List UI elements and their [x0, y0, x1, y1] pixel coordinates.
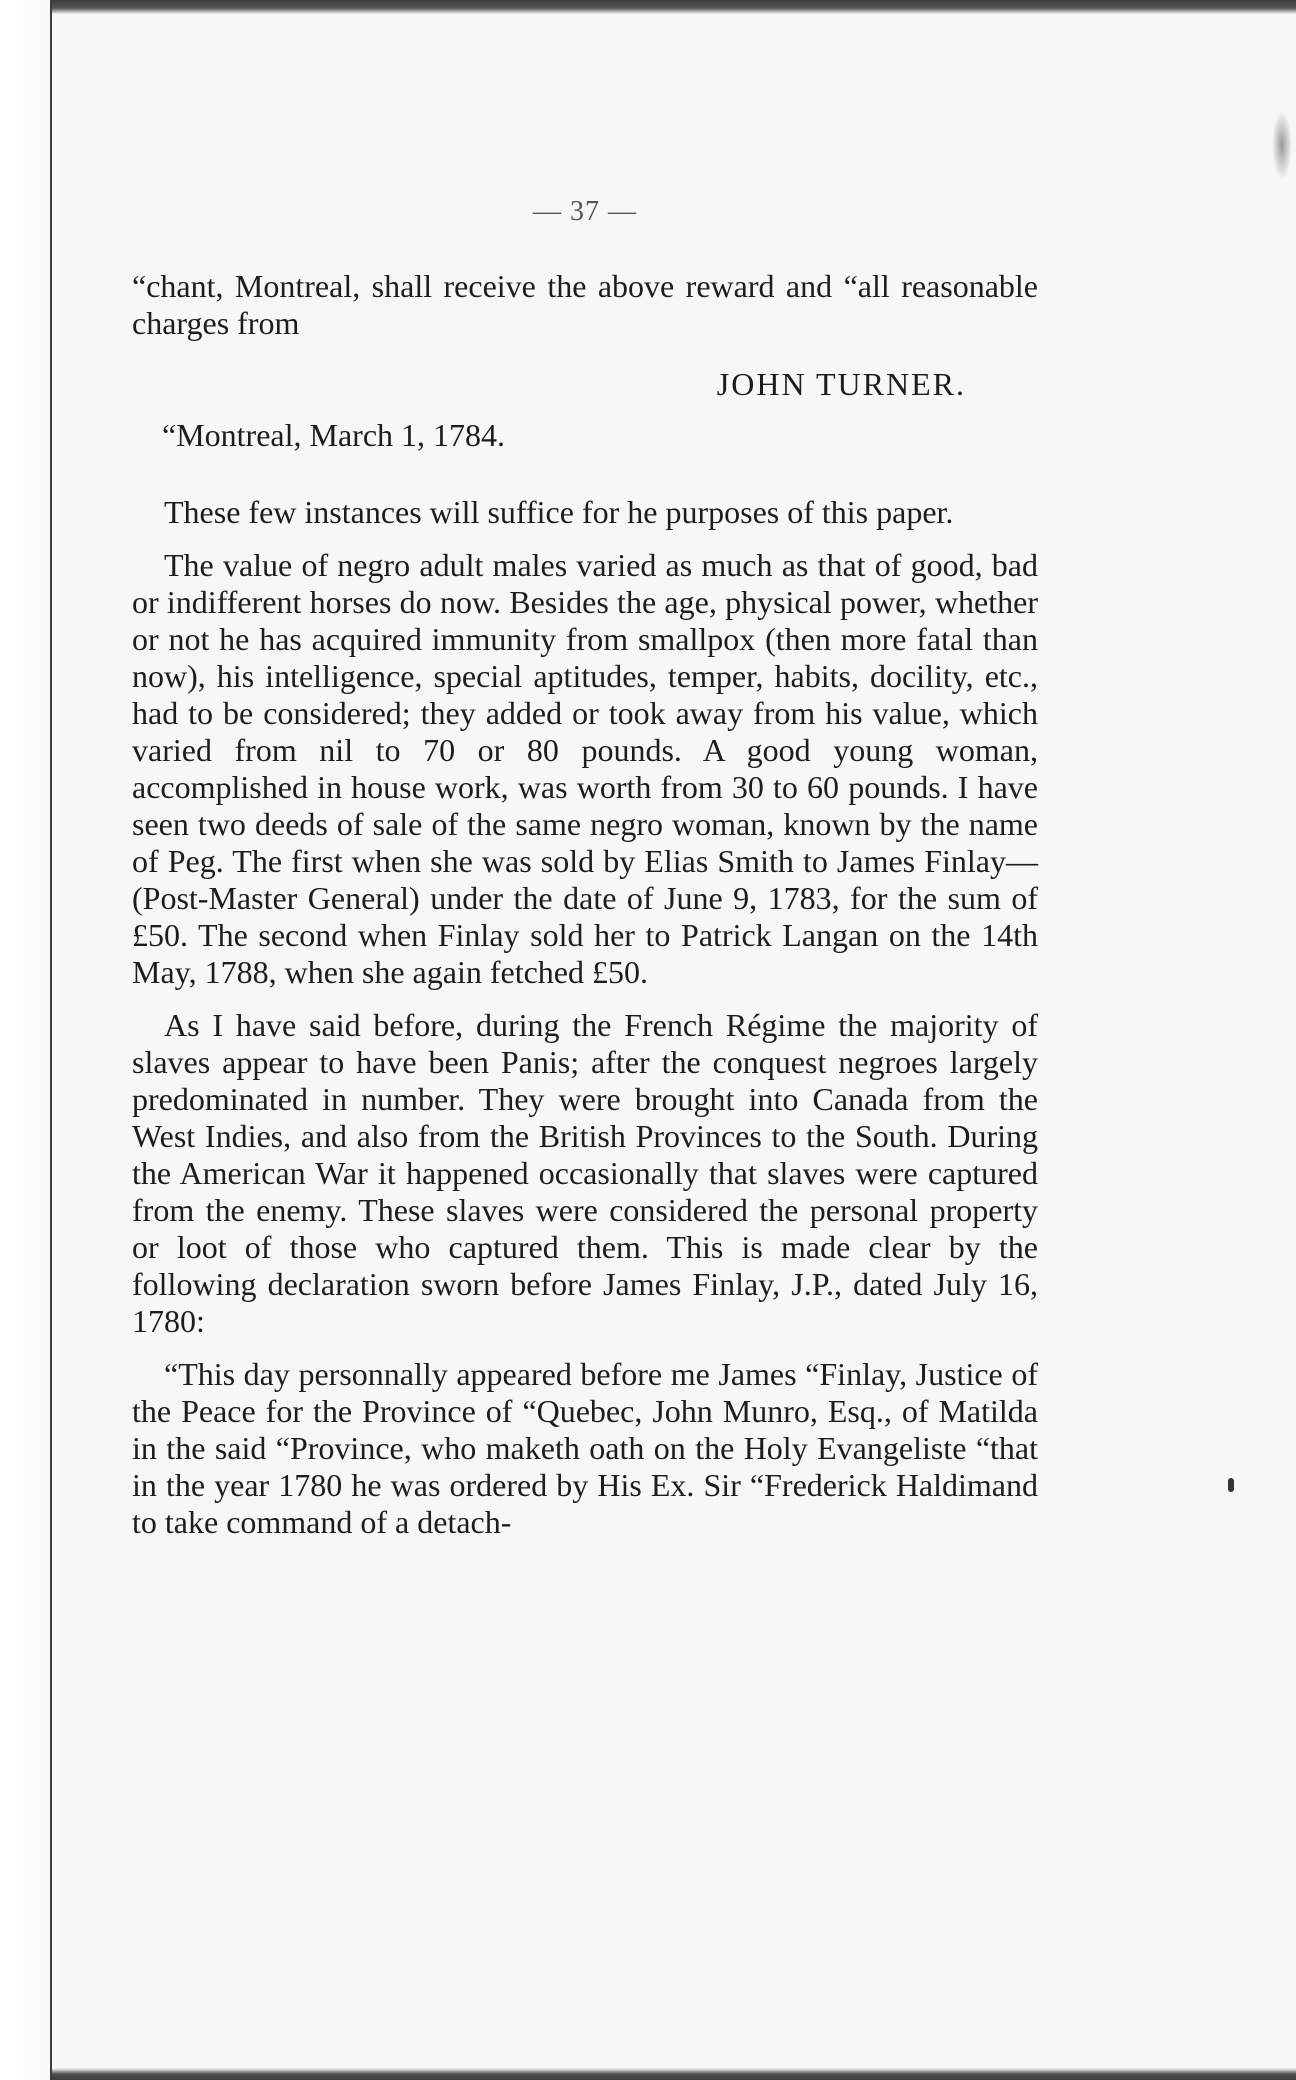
page-body: [132, 268, 1038, 1541]
page-bottom-edge: [52, 2068, 1296, 2080]
page-top-edge: [52, 0, 1296, 14]
quote-continuation: “chant, Montreal, shall receive the above reward and “all reasonable charges from: [132, 268, 1038, 341]
page-number: — 37 —: [533, 196, 637, 227]
paragraph-french-regime: As I have said before, during the French Régime the majority of slaves appear to have been Panis; after the conquest negroes largely predominated in number. They were brought into Canada from the West Indies, and also from the British Provinces to the South. During the American War it happened occasionally that slaves were captured from the enemy. These slaves were considered the personal property or loot of those who captured them. This is made clear by the following declaration sworn before James Finlay, J.P., dated July 16, 1780:: [132, 1007, 1038, 1339]
paragraph-instances: These few instances will suffice for he purposes of this paper.: [164, 494, 954, 530]
page-binding-edge: [0, 0, 52, 2080]
scan-smudge: [1272, 110, 1292, 180]
paragraph-negro-value: The value of negro adult males varied as much as that of good, bad or indifferent horses do now. Besides the age, physical power, whether or not he has acquired immunity from smallpox (then more fatal than now), his intelligence, special aptitudes, temper, habits, docility, etc., had to be considered; they added or took away from his value, which varied from nil to 70 or 80 pounds. A good young woman, accomplished in house work, was worth from 30 to 60 pounds. I have seen two deeds of sale of the same negro woman, known by the name of Peg. The first when she was sold by Elias Smith to James Finlay—(Post-Master General) under the date of June 9, 1783, for the sum of £50. The second when Finlay sold her to Patrick Langan on the 14th May, 1788, when she again fetched £50.: [132, 547, 1038, 990]
signature: JOHN TURNER.: [716, 366, 966, 402]
scan-speck: [1228, 1478, 1234, 1492]
paragraph-declaration-quote: “This day personnally appeared before me James “Finlay, Justice of the Peace for the Province of “Quebec, John Munro, Esq., of Matilda in the said “Province, who maketh oath on the Holy Evangeliste “that in the year 1780 he was ordered by His Ex. Sir “Frederick Haldimand to take command of a detach-: [132, 1356, 1038, 1540]
dateline: “Montreal, March 1, 1784.: [162, 417, 506, 453]
